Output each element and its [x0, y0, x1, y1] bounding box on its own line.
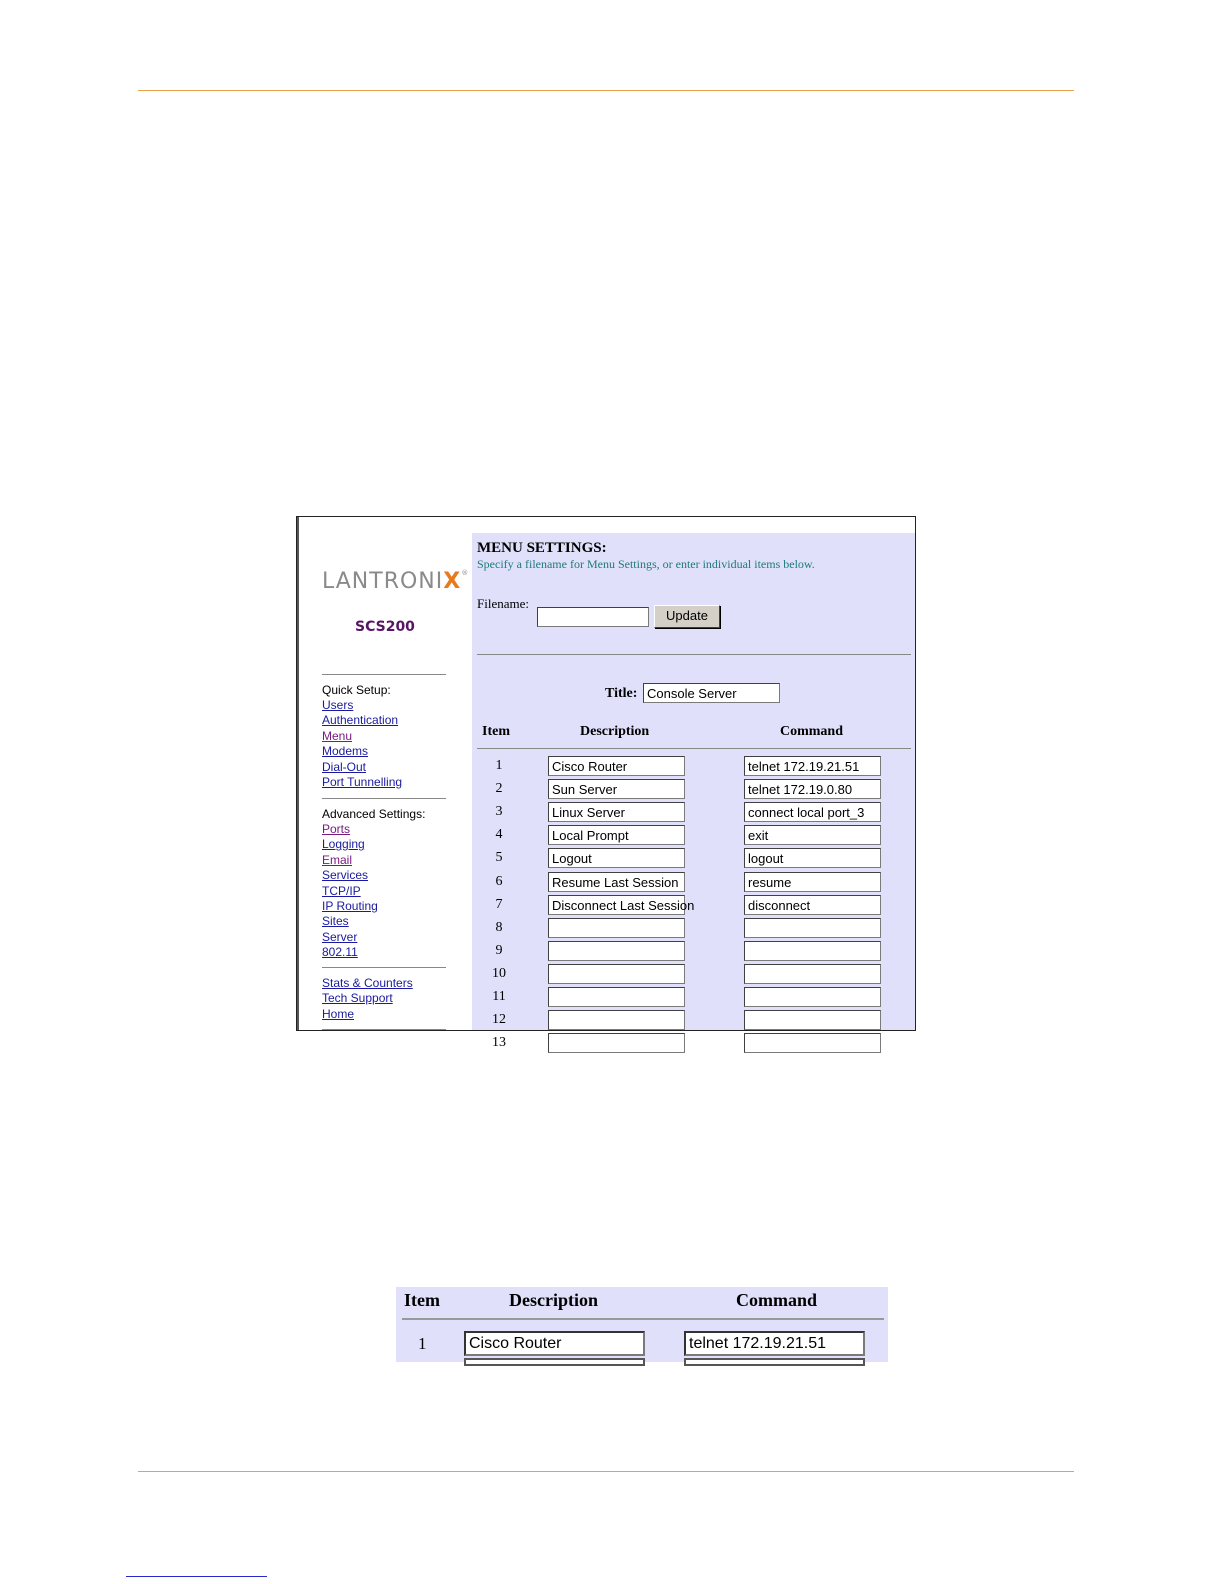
- sidebar-link-home[interactable]: Home: [322, 1006, 355, 1021]
- row-number: 1: [418, 1334, 427, 1353]
- description-input[interactable]: [548, 987, 685, 1007]
- description-input-next[interactable]: [464, 1358, 645, 1366]
- header-rule: [138, 90, 1074, 91]
- description-input[interactable]: [548, 941, 685, 961]
- section-divider: [477, 654, 911, 655]
- description-input[interactable]: Cisco Router: [464, 1331, 645, 1356]
- window-edge: [297, 517, 299, 1030]
- sidebar-link-server[interactable]: Server: [322, 929, 358, 944]
- command-input[interactable]: [744, 964, 881, 984]
- description-input[interactable]: Sun Server: [548, 779, 685, 799]
- sidebar-link-logging[interactable]: Logging: [322, 837, 365, 852]
- lantronix-logo: LANTRONIX®: [322, 569, 470, 594]
- menu-item-detail-screenshot: [396, 1287, 888, 1362]
- command-input[interactable]: telnet 172.19.21.51: [684, 1331, 865, 1356]
- row-number: 8: [495, 919, 503, 935]
- command-input[interactable]: telnet 172.19.0.80: [744, 779, 881, 799]
- sidebar-link-users[interactable]: Users: [322, 698, 354, 712]
- column-header-description: Description: [509, 1290, 598, 1310]
- filename-label: Filename:: [477, 596, 529, 611]
- command-input[interactable]: exit: [744, 825, 881, 845]
- row-number: 12: [492, 1012, 506, 1028]
- sidebar-link-authentication[interactable]: Authentication: [322, 713, 399, 728]
- column-header-item: Item: [404, 1290, 440, 1310]
- sidebar-link-modems[interactable]: Modems: [322, 744, 369, 759]
- sidebar-divider: [322, 967, 446, 968]
- command-input[interactable]: logout: [744, 848, 881, 868]
- command-input[interactable]: [744, 918, 881, 938]
- description-input[interactable]: Disconnect Last Session: [548, 895, 685, 915]
- command-input[interactable]: resume: [744, 872, 881, 892]
- description-input[interactable]: Logout: [548, 848, 685, 868]
- sidebar: [301, 517, 469, 1030]
- row-number: 1: [495, 758, 503, 773]
- row-number: 2: [495, 781, 503, 797]
- sidebar-link-services[interactable]: Services: [322, 868, 369, 883]
- sidebar-divider: [322, 1029, 446, 1030]
- column-header-description: Description: [580, 724, 650, 739]
- description-input[interactable]: [548, 1010, 685, 1030]
- description-input[interactable]: [548, 918, 685, 938]
- sidebar-link-stats-counters[interactable]: Stats & Counters: [322, 976, 413, 990]
- main-panel: [472, 533, 915, 1051]
- sidebar-link-menu[interactable]: Menu: [322, 728, 353, 743]
- row-number: 13: [492, 1035, 506, 1051]
- menu-settings-screenshot: [296, 516, 916, 1051]
- description-input[interactable]: [548, 964, 685, 984]
- column-header-command: Command: [780, 724, 844, 739]
- description-input[interactable]: Local Prompt: [548, 825, 685, 845]
- sidebar-link-ip-routing[interactable]: IP Routing: [322, 899, 378, 913]
- row-number: 4: [495, 827, 503, 843]
- row-number: 10: [492, 965, 506, 981]
- sidebar-link-tcp-ip[interactable]: TCP/IP: [322, 883, 361, 898]
- command-input[interactable]: connect local port_3: [744, 802, 881, 822]
- command-input[interactable]: disconnect: [744, 895, 881, 915]
- footer-rule: [138, 1471, 1074, 1472]
- page-title: MENU SETTINGS:: [477, 540, 607, 556]
- command-input[interactable]: [744, 1033, 881, 1053]
- column-header-command: Command: [736, 1290, 818, 1310]
- filename-input[interactable]: [537, 607, 649, 627]
- row-number: 11: [492, 989, 506, 1004]
- sidebar-divider: [322, 674, 446, 675]
- sidebar-link-802-11[interactable]: 802.11: [322, 945, 358, 960]
- row-number: 7: [495, 896, 503, 912]
- row-number: 9: [495, 942, 503, 958]
- command-input[interactable]: telnet 172.19.21.51: [744, 756, 881, 776]
- description-input[interactable]: Linux Server: [548, 802, 685, 822]
- page-subtitle: Specify a filename for Menu Settings, or enter individual items below.: [477, 557, 815, 571]
- row-number: 3: [495, 804, 503, 820]
- table-header-divider: [402, 1318, 884, 1320]
- command-input-next[interactable]: [684, 1358, 865, 1366]
- sidebar-link-port-tunnelling[interactable]: Port Tunnelling: [322, 775, 403, 789]
- sidebar-divider: [322, 798, 446, 799]
- sidebar-link-dial-out[interactable]: Dial-Out: [322, 759, 367, 774]
- footer-link-underline: [126, 1576, 267, 1577]
- sidebar-link-sites[interactable]: Sites: [322, 914, 349, 929]
- title-label: Title:: [605, 686, 638, 701]
- description-input[interactable]: Cisco Router: [548, 756, 685, 776]
- sidebar-link-ports[interactable]: Ports: [322, 822, 351, 836]
- sidebar-link-tech-support[interactable]: Tech Support: [322, 991, 393, 1006]
- sidebar-link-email[interactable]: Email: [322, 852, 353, 867]
- command-input[interactable]: [744, 1010, 881, 1030]
- quick-setup-label: Quick Setup:: [322, 683, 391, 697]
- row-number: 6: [495, 873, 503, 889]
- advanced-settings-label: Advanced Settings:: [322, 807, 426, 821]
- row-number: 5: [495, 850, 503, 866]
- title-input[interactable]: Console Server: [643, 683, 780, 703]
- description-input[interactable]: [548, 1033, 685, 1053]
- table-header-divider: [477, 748, 911, 749]
- update-button[interactable]: Update: [654, 605, 720, 628]
- command-input[interactable]: [744, 941, 881, 961]
- model-name: SCS200: [355, 619, 415, 635]
- command-input[interactable]: [744, 987, 881, 1007]
- description-input[interactable]: Resume Last Session: [548, 872, 685, 892]
- column-header-item: Item: [482, 724, 510, 739]
